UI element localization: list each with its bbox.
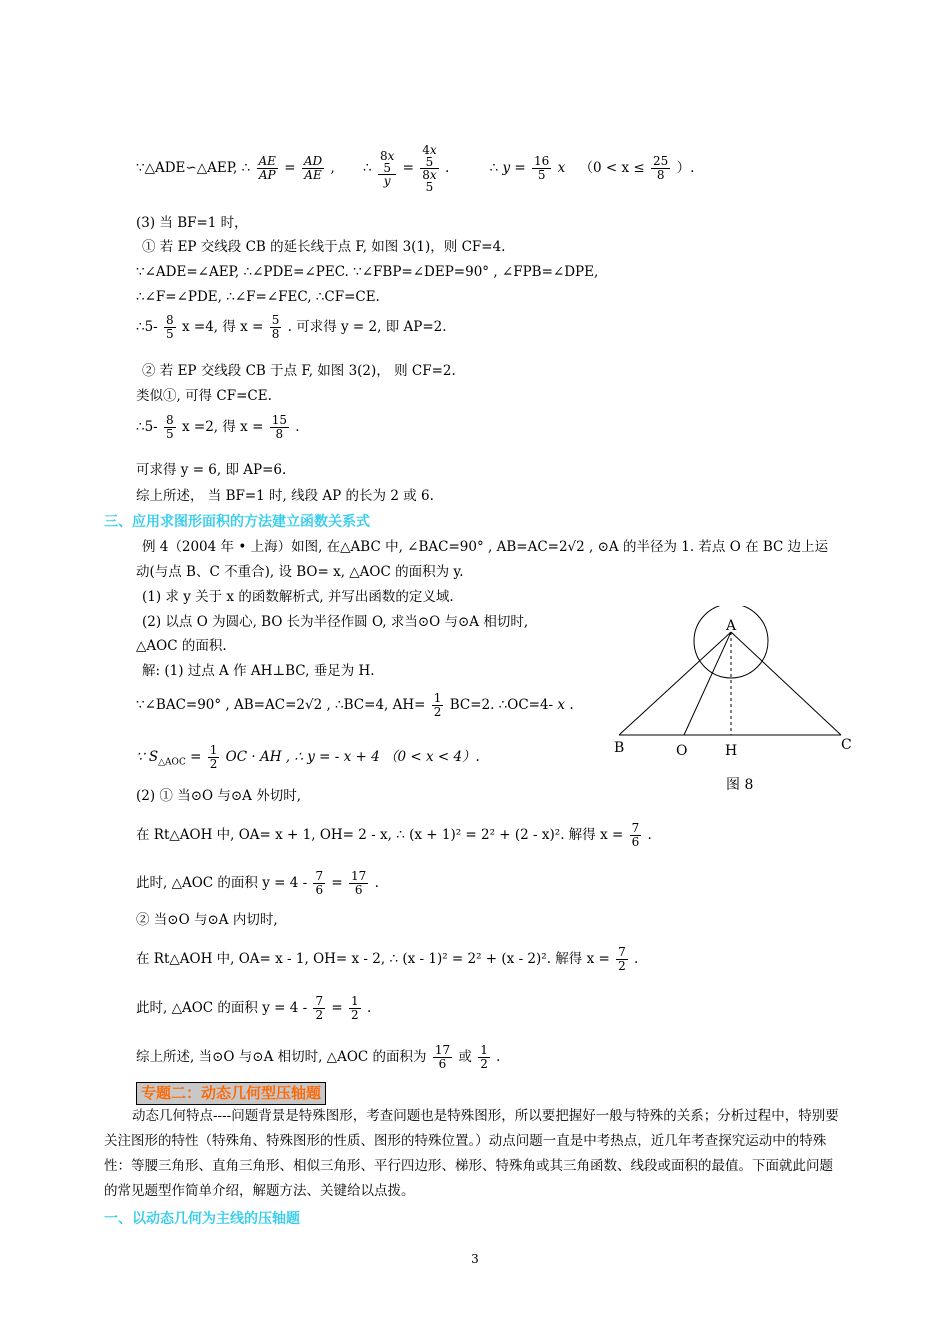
- fraction-1-2-c: $\frac{1}{2}$: [351, 994, 359, 1022]
- line-bc-ah: ∵∠BAC=90° , AB=AC=2√2 , ∴BC=4, AH= $\frac{1}{2}$ BC=2. ∴OC=4- x .: [136, 691, 574, 719]
- topic-paragraph: 动态几何特点----问题背景是特殊图形，考查问题也是特殊图形，所以要把握好一般与特殊的关系；分析过程中，特别要关注图形的特性（特殊角、特殊图形的性质、图形的特殊位置。）动点问题一直是中考热点，近几年考查探究运动中的特殊性：等腰三角形、直角三角形、相似三角形、平行四边形、梯形、特殊角或其三角函数、线段或面积的最值。下面就此问题的常见题型作简单介绍，解题方法、关键给以点拨。: [104, 1108, 839, 1199]
- fraction-15-8: $\frac{15}{8}$: [271, 413, 287, 441]
- fraction-7-6-b: $\frac{7}{6}$: [315, 869, 324, 897]
- fraction-7-2: $\frac{7}{2}$: [618, 945, 626, 973]
- topic-heading: 专题二：动态几何型压轴题: [136, 1082, 326, 1105]
- fraction-1-2-d: $\frac{1}{2}$: [480, 1043, 488, 1071]
- line-equation-int: 在 Rt△AOH 中, OA= x - 1, OH= x - 2, ∴ (x - 1)² = 2² + (x - 2)². 解得 x = $\frac{7}{2}$ .: [136, 945, 639, 973]
- line-angles-1: ∵∠ADE=∠AEP, ∴∠PDE=∠PEC. ∵∠FBP=∠DEP=90° , ∠FPB=∠DPE,: [136, 264, 599, 280]
- fraction-16-5: $\frac{16}{5}$: [534, 154, 550, 182]
- line-ap6: 可求得 y = 6, 即 AP=6.: [136, 462, 287, 478]
- line-area-ext: 此时, △AOC 的面积 y = 4 - $\frac{7}{6}$ = $\frac{17}{6}$ .: [136, 869, 379, 897]
- fraction-1-2: $\frac{1}{2}$: [433, 691, 442, 719]
- line-summary-2: 综上所述, 当⊙O 与⊙A 相切时, △AOC 的面积为 $\frac{17}{6}$ 或 $\frac{1}{2}$ .: [136, 1043, 501, 1071]
- line-example4: 例 4（2004 年 • 上海）如图, 在△ABC 中, ∠BAC=90° , AB=AC=2√2 , ⊙A 的半径为 1. 若点 O 在 BC 边上运: [142, 539, 829, 555]
- figure-8: [600, 606, 900, 796]
- line-solve-case2: ∴5- $\frac{8}{5}$ x =2, 得 x = $\frac{15}{8}$ .: [136, 413, 300, 441]
- fraction-7-2-b: $\frac{7}{2}$: [315, 994, 324, 1022]
- line-case2: ② 若 EP 交线段 CB 于点 F, 如图 3(2)， 则 CF=2.: [142, 363, 456, 379]
- fraction-25-8: $\frac{25}{8}$: [653, 154, 669, 182]
- label-c: C: [841, 737, 852, 753]
- segment-ao: [684, 632, 731, 735]
- fraction-ad-ae: $\frac{AD}{AE}$: [303, 154, 323, 182]
- section-heading-1: 一、以动态几何为主线的压轴题: [104, 1211, 300, 1227]
- page-number: 3: [471, 1252, 479, 1266]
- line-angles-2: ∴∠F=∠PDE, ∴∠F=∠FEC, ∴CF=CE.: [136, 289, 380, 305]
- fraction-1-2-b: $\frac{1}{2}$: [209, 743, 218, 771]
- line-external-tangent: (2) ① 当⊙O 与⊙A 外切时,: [136, 788, 302, 804]
- line-solution-1: 解: (1) 过点 A 作 AH⊥BC, 垂足为 H.: [142, 663, 375, 679]
- line-q2: (2) 以点 O 为圆心, BO 长为半径作圆 O, 求当⊙O 与⊙A 相切时,: [142, 614, 529, 630]
- line-equation-ext: 在 Rt△AOH 中, OA= x + 1, OH= 2 - x, ∴ (x + 1)² = 2² + (2 - x)². 解得 x = $\frac{7}{6}$ .: [136, 821, 652, 849]
- line-q1: (1) 求 y 关于 x 的函数解析式, 并写出函数的定义域.: [142, 589, 454, 605]
- fraction-8-5: $\frac{8}{5}$: [166, 313, 174, 341]
- fraction-7-6: $\frac{7}{6}$: [631, 821, 640, 849]
- fraction-ae-ap: $\frac{AE}{AP}$: [258, 154, 276, 182]
- line-summary-1: 综上所述， 当 BF=1 时, 线段 AP 的长为 2 或 6.: [136, 488, 434, 504]
- line-similar: 类似①, 可得 CF=CE.: [136, 388, 272, 404]
- compound-fraction-left: 8x 5 y: [379, 149, 395, 188]
- line-solve-case1: ∴5- $\frac{8}{5}$ x =4, 得 x = $\frac{5}{8}$ . 可求得 y = 2, 即 AP=2.: [136, 313, 447, 341]
- figure-caption: 图 8: [726, 777, 754, 793]
- fraction-17-6: $\frac{17}{6}$: [351, 869, 367, 897]
- line-area-formula: ∵ $S_{\triangle AOC}$ = $\frac{1}{2}$ OC · AH , ∴ y = - x + 4 （0 < x < 4）.: [136, 743, 480, 771]
- label-o: O: [676, 743, 688, 759]
- line-area-int: 此时, △AOC 的面积 y = 4 - $\frac{7}{2}$ = $\frac{1}{2}$ .: [136, 994, 372, 1022]
- label-a: A: [726, 618, 737, 634]
- fraction-5-8: $\frac{5}{8}$: [271, 313, 280, 341]
- line-part3: (3) 当 BF=1 时，: [136, 215, 248, 231]
- compound-fraction-right: 4x 5 8x 5: [422, 143, 437, 194]
- segment-ab: [619, 632, 731, 735]
- segment-ac: [731, 632, 841, 735]
- line-internal-tangent: ② 当⊙O 与⊙A 内切时,: [136, 912, 278, 928]
- section-heading-3: 三、应用求图形面积的方法建立函数关系式: [104, 514, 370, 530]
- line-example4-cont: 动(与点 B、C 不重合), 设 BO= x, △AOC 的面积为 y.: [136, 564, 464, 580]
- fraction-8-5-b: $\frac{8}{5}$: [166, 413, 174, 441]
- label-h: H: [725, 743, 738, 759]
- line-similar-triangles: ∵△ADE∽△AEP, ∴ $\frac{AE}{AP}$ = $\frac{AD}{AE}$ , ∴ 8x 5 y = 4x 5 8x 5 . ∴ y = $\frac{16}{5}$ x （0 < x ≤ $\frac{25}{8}$ ）.: [136, 143, 695, 194]
- circle-a: [694, 606, 768, 678]
- label-b: B: [614, 740, 625, 756]
- line-q2-cont: △AOC 的面积.: [136, 638, 227, 654]
- fraction-17-6-b: $\frac{17}{6}$: [434, 1043, 451, 1071]
- line-case1: ① 若 EP 交线段 CB 的延长线于点 F, 如图 3(1)，则 CF=4.: [142, 239, 506, 255]
